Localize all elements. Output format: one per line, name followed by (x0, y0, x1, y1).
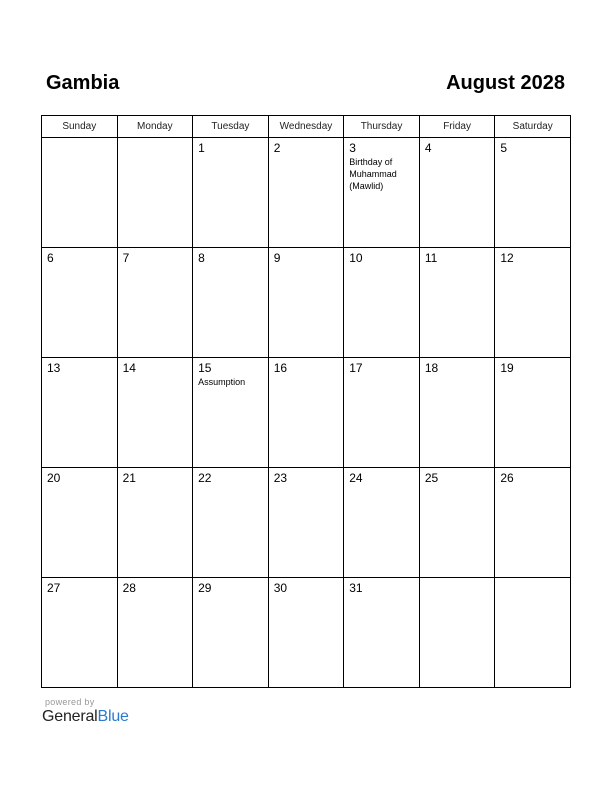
day-number: 3 (349, 141, 356, 155)
day-cell (268, 468, 344, 578)
day-number: 14 (122, 361, 136, 375)
day-cell (42, 468, 118, 578)
day-number: 18 (424, 361, 439, 375)
day-cell (42, 358, 118, 468)
month-year-title: August 2028 (446, 72, 565, 94)
day-number: 15 (198, 361, 212, 375)
day-cell (268, 578, 344, 688)
day-cell (42, 248, 118, 358)
weekday-header: Sunday (42, 116, 118, 138)
weekday-header: Monday (117, 116, 193, 138)
day-cell (193, 358, 269, 468)
day-cell (344, 468, 420, 578)
day-cell (42, 138, 118, 248)
calendar-grid (41, 115, 571, 688)
day-number: 7 (122, 251, 130, 265)
day-number: 13 (47, 361, 61, 375)
day-cell (344, 248, 420, 358)
holiday-label: Assumption (198, 377, 246, 387)
day-number: 10 (349, 251, 363, 265)
day-number: 20 (47, 471, 61, 485)
day-cell (117, 468, 193, 578)
powered-by-label: powered by (45, 697, 95, 707)
day-number: 19 (500, 361, 514, 375)
day-number: 4 (424, 141, 432, 155)
generalblue-logo (42, 708, 129, 726)
day-cell (268, 358, 344, 468)
brand-blue-text: Blue (97, 708, 129, 725)
day-number: 29 (198, 581, 212, 595)
week-row (42, 248, 571, 358)
day-number: 11 (424, 251, 438, 265)
day-number: 30 (273, 581, 288, 595)
day-cell (42, 578, 118, 688)
weekday-header: Friday (419, 116, 495, 138)
day-number: 6 (47, 251, 54, 265)
day-cell (344, 578, 420, 688)
day-number: 28 (122, 581, 136, 595)
day-cell (117, 358, 193, 468)
day-number: 22 (198, 471, 212, 485)
day-number: 1 (198, 141, 205, 155)
weekday-header: Wednesday (268, 116, 344, 138)
day-cell (419, 578, 495, 688)
day-cell (495, 248, 571, 358)
day-cell (268, 138, 344, 248)
day-cell (193, 138, 269, 248)
day-cell (117, 138, 193, 248)
brand-general-text: General (42, 708, 98, 725)
day-cell (344, 358, 420, 468)
day-number: 16 (273, 361, 288, 375)
week-row (42, 358, 571, 468)
day-cell (419, 468, 495, 578)
weekday-header: Tuesday (193, 116, 269, 138)
day-number: 2 (273, 141, 281, 155)
day-number: 8 (198, 251, 205, 265)
day-cell (344, 138, 420, 248)
day-number: 17 (349, 361, 363, 375)
day-cell (419, 248, 495, 358)
day-number: 24 (349, 471, 363, 485)
day-number: 9 (273, 251, 281, 265)
day-cell (193, 248, 269, 358)
country-title: Gambia (46, 72, 120, 94)
day-cell (193, 468, 269, 578)
day-cell (495, 358, 571, 468)
week-row (42, 468, 571, 578)
weekday-header: Saturday (495, 116, 571, 138)
day-number: 21 (122, 471, 136, 485)
day-number: 26 (500, 471, 514, 485)
weekday-header: Thursday (344, 116, 420, 138)
day-cell (495, 138, 571, 248)
day-cell (495, 468, 571, 578)
weekday-header-row (42, 116, 571, 138)
day-number: 25 (424, 471, 439, 485)
day-number: 31 (349, 581, 363, 595)
holiday-label: Birthday of Muhammad (Mawlid) (349, 157, 397, 191)
week-row (42, 138, 571, 248)
day-number: 12 (500, 251, 514, 265)
day-cell (495, 578, 571, 688)
day-number: 5 (500, 141, 508, 155)
day-number: 27 (47, 581, 61, 595)
day-cell (117, 248, 193, 358)
day-cell (193, 578, 269, 688)
day-number: 23 (273, 471, 288, 485)
day-cell (419, 138, 495, 248)
week-row (42, 578, 571, 688)
day-cell (419, 358, 495, 468)
day-cell (268, 248, 344, 358)
day-cell (117, 578, 193, 688)
